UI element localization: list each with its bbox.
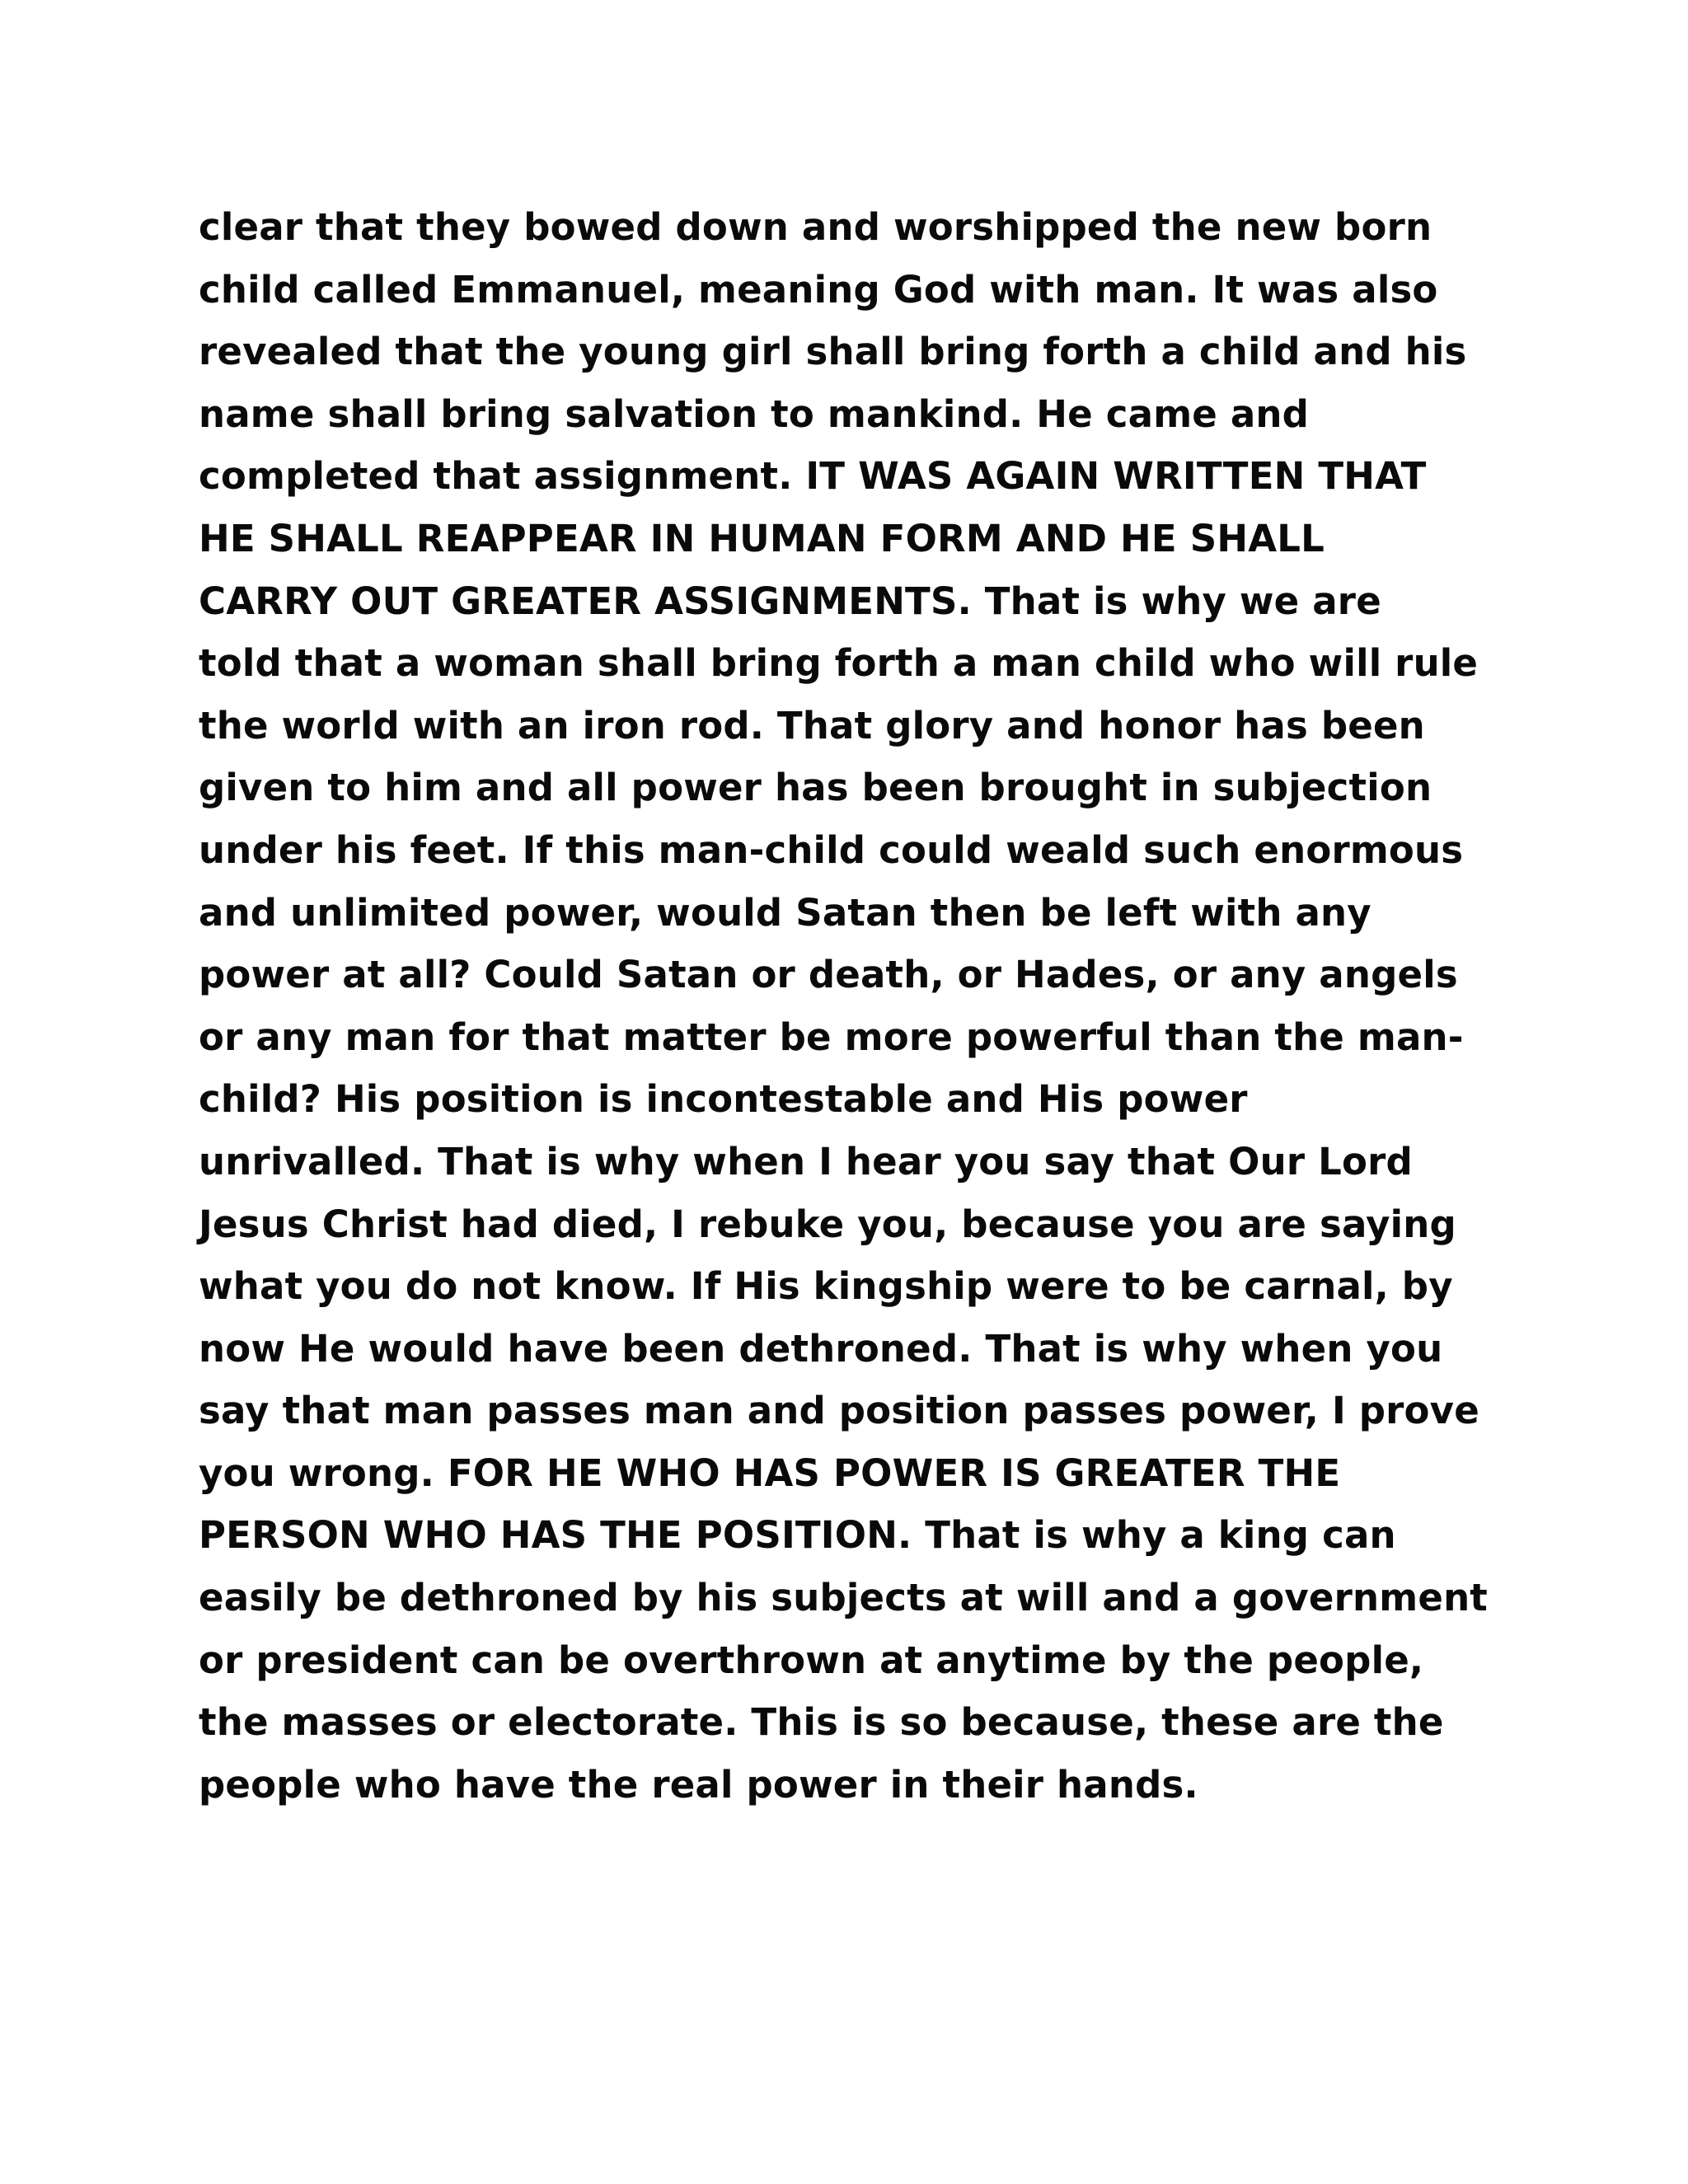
text-line: you wrong. FOR HE WHO HAS POWER IS GREATER THE (199, 1451, 1341, 1495)
text-line: unrivalled. That is why when I hear you say that Our Lord (199, 1139, 1413, 1183)
text-line: or any man for that matter be more powerful than the man- (199, 1015, 1464, 1059)
text-line: clear that they bowed down and worshipped the new born (199, 205, 1432, 249)
text-line: under his feet. If this man-child could weald such enormous (199, 827, 1464, 872)
text-line: HE SHALL REAPPEAR IN HUMAN FORM AND HE SHALL (199, 516, 1325, 560)
text-line: name shall bring salvation to mankind. He came and (199, 391, 1310, 436)
text-line: what you do not know. If His kingship were to be carnal, by (199, 1264, 1453, 1309)
text-line: or president can be overthrown at anytime by the people, (199, 1638, 1424, 1682)
text-line: the masses or electorate. This is so because, these are the (199, 1700, 1444, 1745)
text-line: child? His position is incontestable and His power (199, 1077, 1248, 1122)
body-paragraph (199, 196, 1550, 1816)
text-line: child called Emmanuel, meaning God with man. It was also (199, 267, 1438, 312)
text-line: told that a woman shall bring forth a man child who will rule (199, 641, 1479, 686)
text-line: now He would have been dethroned. That is why when you (199, 1326, 1443, 1371)
text-line: PERSON WHO HAS THE POSITION. That is why a king can (199, 1513, 1396, 1558)
text-line: revealed that the young girl shall bring forth a child and his (199, 330, 1467, 374)
text-line: completed that assignment. IT WAS AGAIN WRITTEN THAT (199, 454, 1427, 499)
text-line: the world with an iron rod. That glory and honor has been (199, 703, 1425, 748)
text-line: people who have the real power in their hands. (199, 1762, 1198, 1807)
text-line: and unlimited power, would Satan then be left with any (199, 890, 1372, 935)
text-line: power at all? Could Satan or death, or Hades, or any angels (199, 953, 1458, 997)
text-line: Jesus Christ had died, I rebuke you, because you are saying (199, 1202, 1456, 1246)
text-line: CARRY OUT GREATER ASSIGNMENTS. That is why we are (199, 579, 1381, 623)
text-line: say that man passes man and position passes power, I prove (199, 1389, 1479, 1433)
text-line: easily be dethroned by his subjects at will and a government (199, 1576, 1489, 1620)
text-line: given to him and all power has been brought in subjection (199, 766, 1432, 810)
